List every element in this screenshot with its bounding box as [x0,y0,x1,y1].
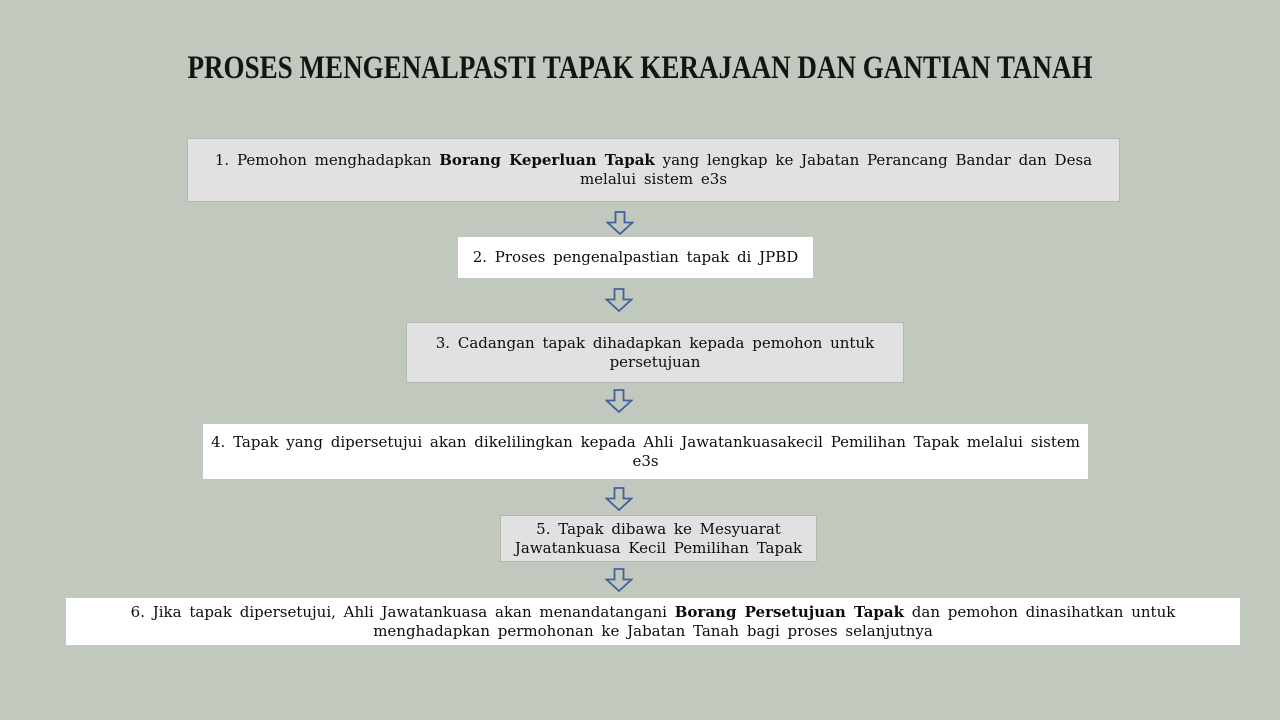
process-step-1 [187,138,1120,202]
process-step-6 [66,598,1240,645]
down-arrow-icon [606,211,634,235]
process-step-3-text: 3. Cadangan tapak dihadapkan kepada pemohon untuk persetujuan [435,333,875,371]
process-step-4 [203,424,1088,479]
slide-title: PROSES MENGENALPASTI TAPAK KERAJAAN DAN GANTIAN TANAH [187,50,1093,86]
process-step-6-text [74,603,1232,641]
process-step-5 [500,515,817,562]
down-arrow-icon [605,568,633,592]
process-step-3 [406,322,904,383]
step-1-text-bold: Borang Keperluan Tapak [439,151,655,169]
down-arrow-icon [605,389,633,413]
process-step-2 [458,237,813,278]
process-step-5-text: 5. Tapak dibawa ke Mesyuarat Jawatankuasa Kecil Pemilihan Tapak [514,519,803,557]
step-1-text-post: yang lengkap ke Jabatan Perancang Bandar dan Desa melalui sistem e3s [579,151,1093,188]
step-1-text-pre: 1. Pemohon menghadapkan [214,151,440,169]
down-arrow-icon [605,288,633,312]
process-step-2-text: 2. Proses pengenalpastian tapak di JPBD [472,248,799,266]
step-6-text-post: dan pemohon dinasihatkan untuk menghadapkan permohonan ke Jabatan Tanah bagi proses selanjutnya [373,602,1176,640]
step-6-text-bold: Borang Persetujuan Tapak [674,602,905,621]
down-arrow-icon [605,487,633,511]
step-6-text-pre: 6. Jika tapak dipersetujui, Ahli Jawatankuasa akan menandatangani [130,602,675,621]
process-step-1-text [196,151,1111,189]
process-step-4-text: 4. Tapak yang dipersetujui akan dikelilingkan kepada Ahli Jawatankuasakecil Pemilihan Tapak melalui sistem e3s [211,432,1081,470]
